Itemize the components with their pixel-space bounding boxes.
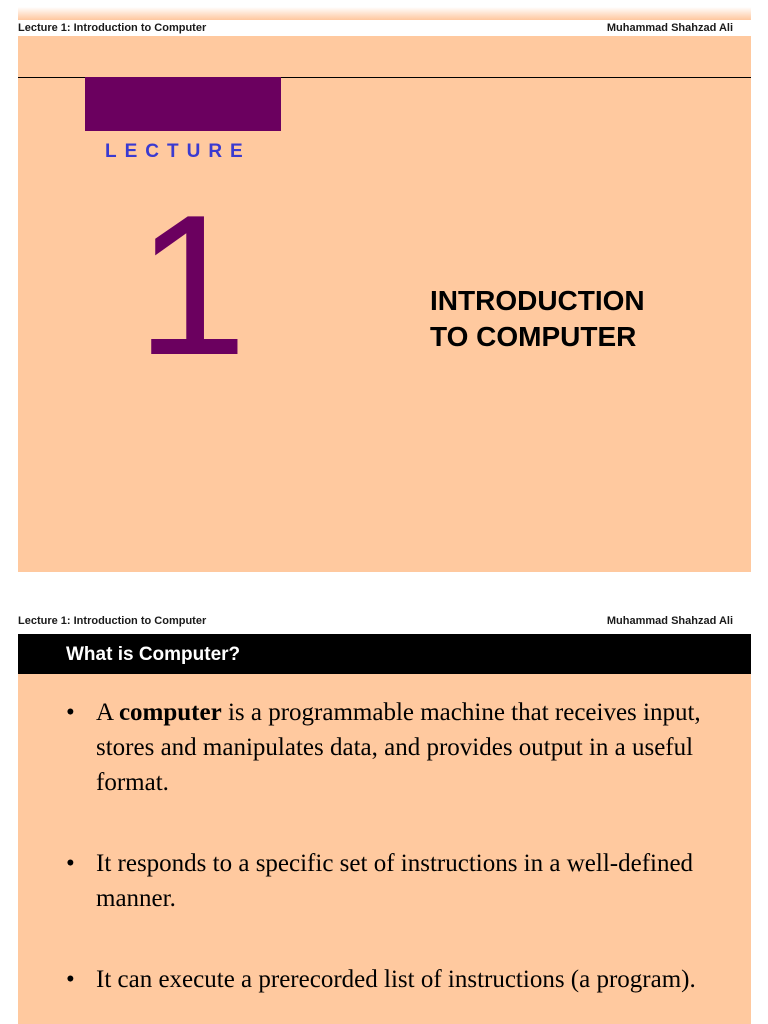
header-author: Muhammad Shahzad Ali <box>606 22 733 34</box>
bullet-text-prefix: A <box>96 699 119 726</box>
header-lecture-title: Lecture 1: Introduction to Computer <box>18 615 207 627</box>
title-slide <box>18 0 751 572</box>
slide-title <box>430 283 645 355</box>
bullet-symbol: • <box>66 699 75 726</box>
bullet-symbol: • <box>66 966 75 993</box>
bullet-symbol: • <box>66 850 75 877</box>
bullet-text: It responds to a specific set of instructions in a well-defined manner. <box>96 850 694 912</box>
bullet-item <box>66 846 734 916</box>
lecture-number: 1 <box>136 174 248 397</box>
slide-heading: What is Computer? <box>66 644 241 665</box>
bullet-text: It can execute a prerecorded list of instructions (a program). <box>96 966 696 993</box>
bullet-item <box>66 962 734 997</box>
header-author: Muhammad Shahzad Ali <box>606 615 733 627</box>
slide-title-line-1: INTRODUCTION <box>430 285 645 316</box>
bullet-text-rest: is a programmable machine that receives input, stores and manipulates data, and provides output in a useful format. <box>96 699 701 796</box>
lecture-label: LECTURE <box>105 141 251 162</box>
header-gradient <box>18 0 751 20</box>
bullet-text-bold: computer <box>118 699 222 726</box>
header-lecture-title: Lecture 1: Introduction to Computer <box>18 22 207 34</box>
bullet-item <box>66 695 734 800</box>
bullet-list <box>66 695 734 997</box>
accent-block <box>85 77 281 131</box>
content-slide <box>18 607 751 1024</box>
slide-heading-bar <box>18 634 751 674</box>
slide-title-line-2: TO COMPUTER <box>430 321 637 352</box>
